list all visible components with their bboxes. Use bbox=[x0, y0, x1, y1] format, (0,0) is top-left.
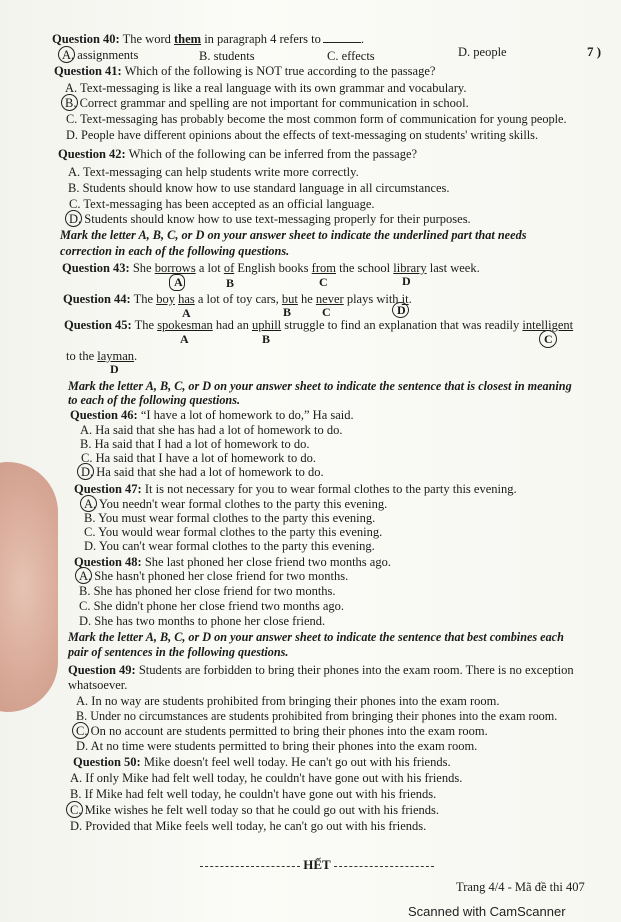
scanner-watermark: Scanned with CamScanner bbox=[408, 904, 566, 919]
q46-option-c: C. Ha said that I have a lot of homework to do. bbox=[81, 451, 317, 465]
q46-option-b: B. Ha said that I had a lot of homework to do. bbox=[80, 437, 310, 451]
q40-option-d: D. people bbox=[458, 45, 507, 59]
q42-option-d: D. Students should know how to use text-messaging properly for their purposes. bbox=[69, 212, 471, 226]
q41-option-d: D. People have different opinions about the effects of text-messaging on students' writing skills. bbox=[66, 128, 539, 142]
q45-label-c: C bbox=[544, 332, 553, 346]
question-45: Question 45: The spokesman had an uphill struggle to find an explanation that was readily intelligent bbox=[64, 318, 574, 332]
q49-option-c: C. On no account are students permitted to bring their phones into the exam room. bbox=[76, 724, 488, 738]
q50-option-a: A. If only Mike had felt well today, he couldn't have gone out with his friends. bbox=[70, 771, 463, 785]
page-footer: Trang 4/4 - Mã đề thi 407 bbox=[456, 880, 585, 894]
answer-circle bbox=[539, 330, 557, 348]
question-47: Question 47: It is not necessary for you to wear formal clothes to the party this evening. bbox=[74, 482, 517, 496]
q49-option-b: B. Under no circumstances are students prohibited from bringing their phones into the exam room. bbox=[76, 709, 558, 723]
q42-option-b: B. Students should know how to use standard language in all circumstances. bbox=[68, 181, 450, 195]
question-45-cont: to the layman. bbox=[66, 349, 138, 363]
q41-option-a: A. Text-messaging is like a real language with its own grammar and vocabulary. bbox=[65, 81, 467, 95]
answer-circle bbox=[169, 274, 185, 291]
answer-circle bbox=[58, 46, 75, 63]
q48-option-c: C. She didn't phone her close friend two months ago. bbox=[79, 599, 345, 613]
instruction-2-line-2: to each of the following questions. bbox=[68, 393, 240, 407]
answer-circle bbox=[77, 463, 94, 480]
q44-label-c: C bbox=[322, 305, 331, 319]
question-49: Question 49: Students are forbidden to bring their phones into the exam room. There is no exception bbox=[68, 663, 574, 677]
q47-option-b: B. You must wear formal clothes to the party this evening. bbox=[84, 511, 376, 525]
q43-label-c: C bbox=[319, 275, 328, 289]
q44-label-d: D bbox=[397, 303, 406, 317]
instruction-1-line-2: correction in each of the following questions. bbox=[60, 244, 290, 258]
q46-option-a: A. Ha said that she has had a lot of homework to do. bbox=[80, 423, 343, 437]
q42-option-c: C. Text-messaging has been accepted as an official language. bbox=[69, 197, 375, 211]
question-40: Question 40: The word them in paragraph 4 refers to . bbox=[52, 32, 364, 46]
q47-option-c: C. You would wear formal clothes to the party this evening. bbox=[84, 525, 383, 539]
q44-label-b: B bbox=[283, 305, 292, 319]
margin-marks: 7 ) bbox=[587, 44, 602, 59]
q43-label-b: B bbox=[226, 276, 235, 290]
q42-option-a: A. Text-messaging can help students write more correctly. bbox=[68, 165, 359, 179]
q41-option-c: C. Text-messaging has probably become the most common form of communication for young people. bbox=[66, 112, 567, 126]
instruction-1-line-1: Mark the letter A, B, C, or D on your answer sheet to indicate the underlined part that needs bbox=[60, 228, 527, 242]
q48-option-a: A. She hasn't phoned her close friend for two months. bbox=[79, 569, 349, 583]
question-48: Question 48: She last phoned her close friend two months ago. bbox=[74, 555, 391, 569]
finger-in-photo bbox=[0, 462, 58, 712]
instruction-3-line-1: Mark the letter A, B, C, or D on your answer sheet to indicate the sentence that best combines each bbox=[68, 630, 564, 644]
q49-option-d: D. At no time were students permitted to bring their phones into the exam room. bbox=[76, 739, 478, 753]
q49-option-a: A. In no way are students prohibited from bringing their phones into the exam room. bbox=[76, 694, 500, 708]
q47-option-d: D. You can't wear formal clothes to the party this evening. bbox=[84, 539, 375, 553]
end-marker: HẾT bbox=[200, 857, 434, 873]
q45-label-d: D bbox=[110, 362, 119, 376]
answer-circle bbox=[61, 94, 78, 111]
instruction-2-line-1: Mark the letter A, B, C, or D on your answer sheet to indicate the sentence that is closest in meaning bbox=[68, 379, 572, 393]
answer-circle bbox=[75, 567, 92, 584]
instruction-3-line-2: pair of sentences in the following questions. bbox=[68, 645, 289, 659]
answer-circle bbox=[66, 801, 83, 818]
question-50: Question 50: Mike doesn't feel well today. He can't go out with his friends. bbox=[73, 755, 451, 769]
q45-label-b: B bbox=[262, 332, 271, 346]
q40-option-b: B. students bbox=[199, 49, 255, 63]
question-42: Question 42: Which of the following can be inferred from the passage? bbox=[58, 147, 418, 161]
question-41: Question 41: Which of the following is NOT true according to the passage? bbox=[54, 64, 436, 78]
answer-circle bbox=[65, 210, 82, 227]
q40-option-a: A. assignments bbox=[62, 48, 139, 62]
answer-circle bbox=[80, 495, 97, 512]
answer-circle bbox=[72, 722, 89, 739]
q46-option-d: D. Ha said that she had a lot of homework to do. bbox=[81, 465, 324, 479]
q41-option-b: B. Correct grammar and spelling are not important for communication in school. bbox=[65, 96, 469, 110]
q47-option-a: A. You needn't wear formal clothes to the party this evening. bbox=[84, 497, 388, 511]
q50-option-c: C. Mike wishes he felt well today so that he could go out with his friends. bbox=[70, 803, 440, 817]
q45-label-a: A bbox=[180, 332, 189, 346]
q48-option-d: D. She has two months to phone her close friend. bbox=[79, 614, 326, 628]
question-46: Question 46: “I have a lot of homework to do,” Ha said. bbox=[70, 408, 354, 422]
q50-option-b: B. If Mike had felt well today, he couldn't have gone out with his friends. bbox=[70, 787, 437, 801]
q40-option-c: C. effects bbox=[327, 49, 375, 63]
q43-label-a: A bbox=[174, 275, 183, 289]
question-44: Question 44: The boy has a lot of toy cars, but he never plays with it. bbox=[63, 292, 412, 306]
q43-label-d: D bbox=[402, 274, 411, 288]
question-43: Question 43: She borrows a lot of English books from the school library last week. bbox=[62, 261, 480, 275]
q48-option-b: B. She has phoned her close friend for two months. bbox=[79, 584, 336, 598]
q50-option-d: D. Provided that Mike feels well today, he can't go out with his friends. bbox=[70, 819, 427, 833]
q44-label-a: A bbox=[182, 306, 191, 320]
answer-circle bbox=[392, 302, 409, 318]
question-49-cont: whatsoever. bbox=[68, 678, 128, 692]
